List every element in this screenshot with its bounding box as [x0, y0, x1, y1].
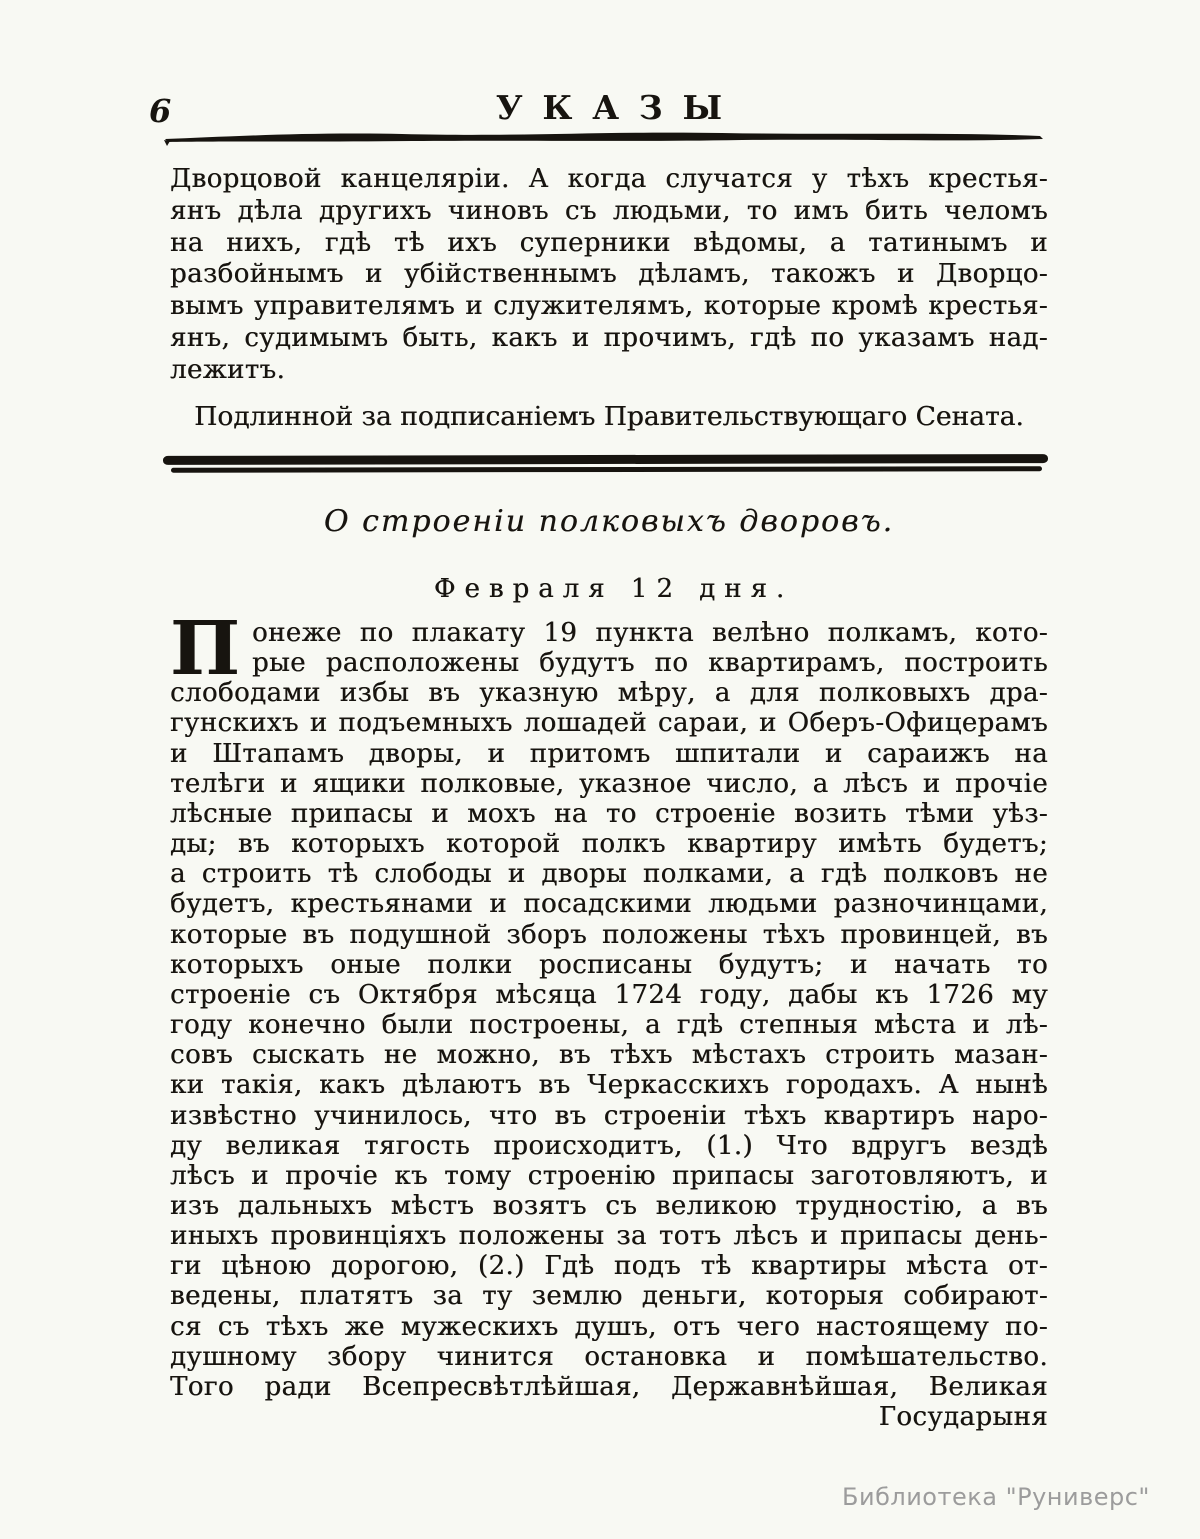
text-line: и Штапамъ дворы, и притомъ шпитали и сараижъ на	[170, 738, 1048, 769]
text-line-right-aligned: Государыня	[878, 1402, 1048, 1433]
text-line: лежитъ.	[170, 354, 286, 385]
text-line: лѣсъ и прочіе къ тому строенію припасы заготовляютъ, и	[170, 1160, 1048, 1191]
signature-line: Подлинной за подписаніемъ Правительствующаго Сената.	[194, 401, 1024, 432]
text-line: лѣсные припасы и мохъ на то строеніе возить тѣми уѣз-	[170, 798, 1048, 829]
text-line: вымъ управителямъ и служителямъ, которые кромѣ крестья-	[170, 291, 1048, 322]
page-number: 6	[149, 92, 172, 130]
text-line: Того ради Всепресвѣтлѣйшая, Державнѣйшая, Великая	[170, 1371, 1048, 1402]
paragraph-decree-body	[170, 606, 1048, 1433]
library-watermark: Библиотека "Руниверс"	[842, 1483, 1150, 1511]
text-line: ду великая тягость происходитъ, (1.) Что вдругъ вездѣ	[170, 1130, 1048, 1161]
text-line: ки такія, какъ дѣлаютъ въ Черкасскихъ городахъ. А нынѣ	[170, 1070, 1048, 1101]
text-line: строеніе съ Октября мѣсяца 1724 году, дабы къ 1726 му	[170, 979, 1048, 1010]
divider-bar-thick	[163, 454, 1048, 465]
decree-date: Февраля 12 дня.	[433, 574, 794, 604]
text-line: ги цѣною дорогою, (2.) Гдѣ подъ тѣ квартиры мѣста от-	[170, 1251, 1048, 1282]
text-line: которыхъ оные полки росписаны будутъ; и начать то	[170, 949, 1048, 980]
text-line: янъ дѣла другихъ чиновъ съ людьми, то имъ бить челомъ	[170, 195, 1048, 226]
text-line: янъ, судимымъ быть, какъ и прочимъ, гдѣ по указамъ над-	[170, 322, 1048, 353]
divider-bar-thin	[171, 466, 1042, 473]
text-line: онеже по плакату 19 пункта велѣно полкамъ, кото-	[252, 618, 1048, 648]
text-line: иныхъ провинціяхъ положены за тотъ лѣсъ и припасы день-	[170, 1221, 1048, 1252]
paragraph-lines	[170, 164, 1048, 387]
text-line: а строить тѣ слободы и дворы полками, а гдѣ полковъ не	[170, 859, 1048, 890]
paragraph-court-chancellery	[170, 164, 1048, 387]
text-line: изъ дальныхъ мѣстъ возятъ съ великою трудностію, а въ	[170, 1190, 1048, 1221]
section-divider-rule	[163, 455, 1048, 472]
text-line: извѣстно учинилось, что въ строеніи тѣхъ квартиръ наро-	[170, 1100, 1048, 1131]
text-line: разбойнымъ и убійственнымъ дѣламъ, такожъ и Дворцо-	[170, 259, 1048, 290]
text-line: душному збору чинится остановка и помѣшательство.	[170, 1341, 1048, 1372]
text-line: Дворцовой канцеляріи. А когда случатся у тѣхъ крестья-	[170, 164, 1048, 194]
text-line: телѣги и ящики полковые, указное число, а лѣсъ и прочіе	[170, 768, 1048, 799]
text-line: будетъ, крестьянами и посадскими людьми разночинцами,	[170, 889, 1048, 920]
text-line: на нихъ, гдѣ тѣ ихъ суперники вѣдомы, а татинымъ и	[170, 227, 1048, 258]
page-header-title: УКАЗЫ	[495, 88, 742, 127]
text-line: которые въ подушной зборъ положены тѣхъ провинцей, въ	[170, 919, 1048, 950]
text-line: ды; въ которыхъ которой полкъ квартиру имѣть будетъ;	[170, 829, 1048, 860]
text-line: рые расположены будутъ по квартирамъ, построить	[252, 648, 1048, 679]
paragraph-lines	[170, 606, 1048, 1402]
text-line: ведены, платятъ за ту землю деньги, которыя собирают-	[170, 1281, 1048, 1312]
decree-title: О строеніи полковыхъ дворовъ.	[323, 504, 895, 539]
text-line: гунскихъ и подъемныхъ лошадей сараи, и Оберъ-Офицерамъ	[170, 708, 1048, 739]
text-line: совъ сыскать не можно, въ тѣхъ мѣстахъ строить мазан-	[170, 1040, 1048, 1071]
text-line: ся съ тѣхъ же мужескихъ душъ, отъ чего настоящему по-	[170, 1311, 1048, 1342]
text-line: году конечно были построены, а гдѣ степныя мѣста и лѣ-	[170, 1010, 1048, 1041]
text-line: слободами избы въ указную мѣру, а для полковыхъ дра-	[170, 678, 1048, 709]
dropcap-letter: П	[170, 606, 241, 692]
header-rule	[162, 128, 1048, 150]
